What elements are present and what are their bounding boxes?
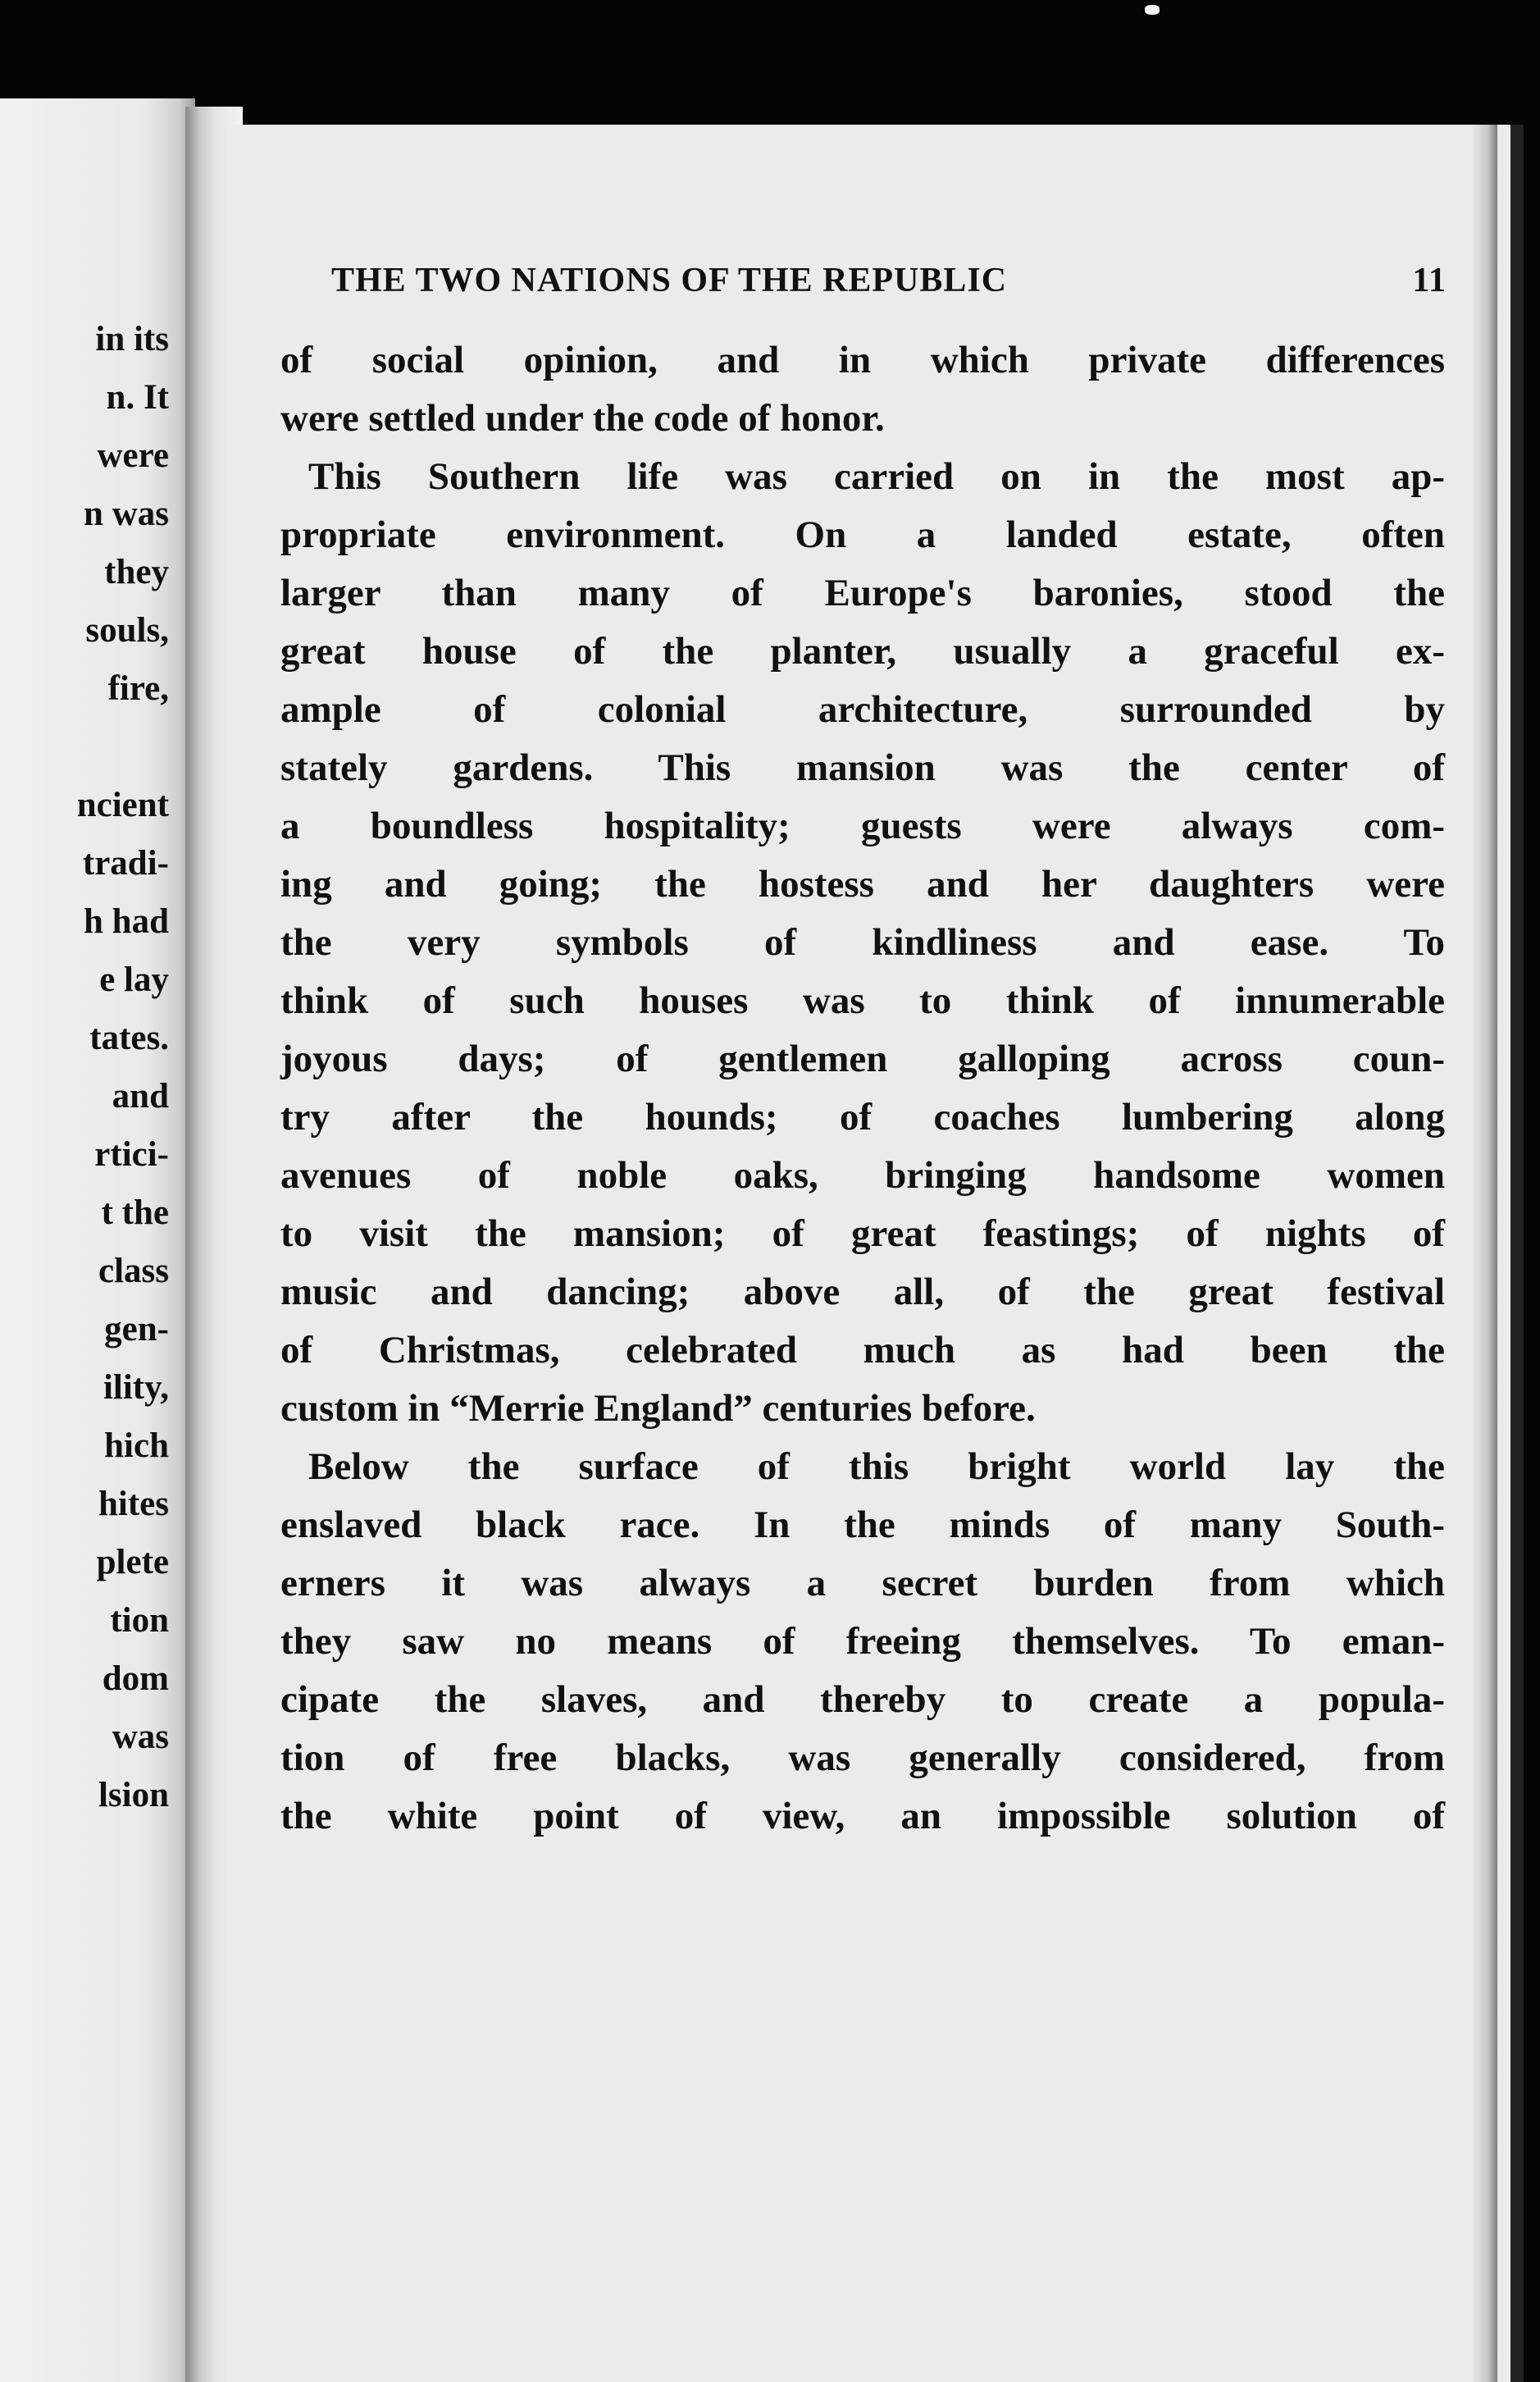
- left-line: e lay: [99, 961, 169, 999]
- text-line: This Southern life was carried on in the most ap-: [308, 455, 1445, 498]
- text-line: enslaved black race. In the minds of many South-: [280, 1504, 1445, 1546]
- left-line: rtici-: [94, 1135, 169, 1174]
- left-line: dom: [102, 1659, 169, 1698]
- left-line: class: [98, 1252, 169, 1290]
- text-line: of social opinion, and in which private differences: [280, 339, 1445, 381]
- left-line: plete: [96, 1543, 169, 1581]
- running-head-title: THE TWO NATIONS OF THE REPUBLIC: [331, 262, 1008, 299]
- text-line: the very symbols of kindliness and ease. To: [280, 921, 1445, 964]
- body-text: [280, 331, 1445, 1846]
- text-line: of Christmas, celebrated much as had been the: [280, 1329, 1445, 1371]
- main-page: [230, 125, 1524, 2382]
- left-line: hich: [104, 1426, 169, 1465]
- page-edge-shadow: [1473, 125, 1497, 2382]
- text-line: tion of free blacks, was generally considered, from: [280, 1736, 1445, 1779]
- left-page-fragment: [0, 98, 195, 2382]
- left-line: in its: [95, 320, 169, 358]
- left-line: tion: [110, 1601, 169, 1640]
- left-line: they: [104, 553, 169, 591]
- left-line: hites: [98, 1485, 169, 1523]
- text-line: music and dancing; above all, of the great festival: [280, 1271, 1445, 1313]
- left-line: ility,: [103, 1368, 169, 1407]
- text-line: a boundless hospitality; guests were always com-: [280, 805, 1445, 847]
- left-line: fire,: [107, 669, 169, 708]
- text-line: avenues of noble oaks, bringing handsome women: [280, 1154, 1445, 1197]
- left-line: lsion: [98, 1776, 169, 1814]
- left-page-text: [77, 310, 169, 1824]
- text-line: try after the hounds; of coaches lumbering along: [280, 1096, 1445, 1139]
- text-line: joyous days; of gentlemen galloping across coun-: [280, 1038, 1445, 1080]
- text-line: ing and going; the hostess and her daughters were: [280, 863, 1445, 906]
- scan-mark: [1145, 5, 1160, 15]
- left-line: were: [97, 436, 169, 475]
- text-line: the white point of view, an impossible solution of: [280, 1795, 1445, 1837]
- text-line: propriate environment. On a landed estate, often: [280, 513, 1445, 556]
- text-line: were settled under the code of honor.: [280, 397, 885, 440]
- text-line: great house of the planter, usually a graceful ex-: [280, 630, 1445, 673]
- text-line: erners it was always a secret burden from which: [280, 1562, 1445, 1604]
- text-line: Below the surface of this bright world lay the: [308, 1445, 1445, 1488]
- running-head: [331, 261, 1447, 307]
- text-line: custom in “Merrie England” centuries before.: [280, 1387, 1036, 1430]
- left-line: t the: [101, 1193, 169, 1232]
- left-line: gen-: [104, 1310, 169, 1348]
- left-line-gap: [77, 718, 169, 776]
- text-line: larger than many of Europe's baronies, stood the: [280, 572, 1445, 614]
- text-line: think of such houses was to think of innumerable: [280, 979, 1445, 1022]
- left-line: and: [112, 1077, 169, 1116]
- left-line: n. It: [106, 378, 169, 417]
- text-line: they saw no means of freeing themselves. To eman-: [280, 1620, 1445, 1663]
- text-line: ample of colonial architecture, surrounded by: [280, 688, 1445, 731]
- left-line: h had: [84, 902, 169, 941]
- page-number: 11: [1412, 262, 1447, 299]
- text-line: to visit the mansion; of great feastings; of nights of: [280, 1212, 1445, 1255]
- left-line: was: [112, 1718, 169, 1756]
- left-line: souls,: [85, 611, 169, 650]
- left-line: ncient: [76, 786, 169, 824]
- left-line: tradi-: [82, 844, 169, 883]
- left-line: n was: [84, 495, 169, 533]
- text-line: cipate the slaves, and thereby to create a popula-: [280, 1678, 1445, 1721]
- left-line: tates.: [89, 1019, 169, 1057]
- text-line: stately gardens. This mansion was the center of: [280, 746, 1445, 789]
